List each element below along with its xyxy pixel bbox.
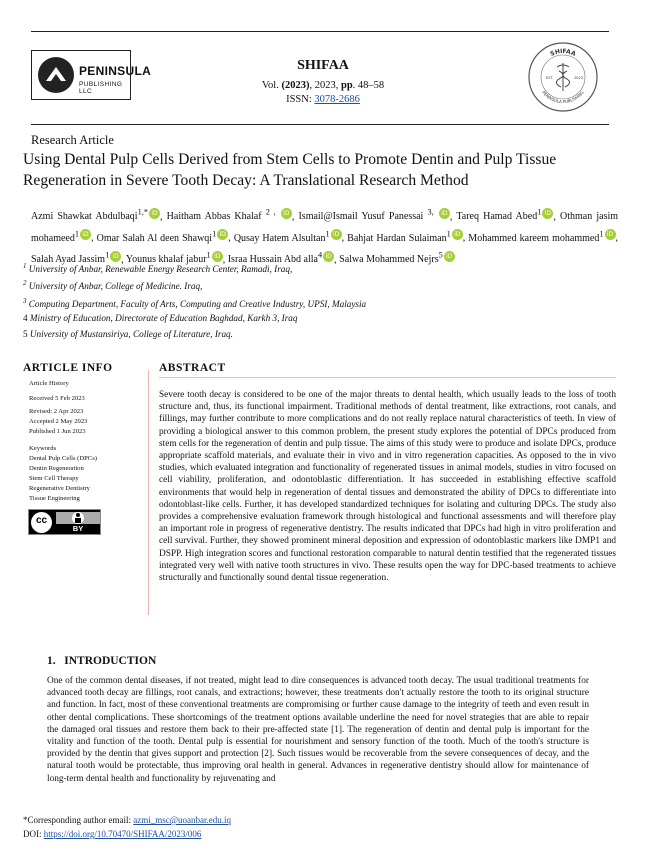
attribution-icon bbox=[56, 512, 100, 524]
by-label: BY bbox=[72, 524, 84, 533]
issn-label: ISSN: bbox=[286, 94, 315, 105]
keyword: Regenerative Dentistry bbox=[29, 485, 90, 492]
pages-range: . 48–58 bbox=[352, 80, 385, 91]
keyword: Dentin Regeneration bbox=[29, 465, 84, 472]
keyword: Dental Pulp Cells (DPCs) bbox=[29, 455, 97, 462]
doi-link[interactable]: https://doi.org/10.70470/SHIFAA/2023/006 bbox=[43, 829, 202, 839]
article-title-line1: Using Dental Pulp Cells Derived from Stem Cells to Promote Dentin and Pulp Tissue bbox=[23, 151, 557, 168]
keyword: Tissue Engineering bbox=[29, 495, 80, 502]
orcid-icon[interactable]: iD bbox=[331, 229, 342, 240]
seal-year: 2023 bbox=[574, 76, 583, 80]
article-info-divider bbox=[148, 370, 149, 615]
volume-prefix: Vol. bbox=[261, 80, 282, 91]
orcid-icon[interactable]: iD bbox=[110, 251, 121, 262]
cc-by-license-badge[interactable] bbox=[28, 509, 101, 535]
orcid-icon[interactable]: iD bbox=[439, 208, 450, 219]
history-label: Article History bbox=[29, 380, 69, 387]
orcid-icon[interactable]: iD bbox=[323, 251, 334, 262]
seal-est: EST. bbox=[546, 76, 554, 80]
orcid-icon[interactable]: iD bbox=[605, 229, 616, 240]
published-date: Published 1 Jun 2023 bbox=[29, 428, 86, 435]
article-history bbox=[29, 379, 144, 504]
cc-icon: cc bbox=[31, 512, 52, 533]
revised-date: Revised: 2 Apr 2023 bbox=[29, 408, 84, 415]
author: Younus khalaf jabur$^1$ iD bbox=[126, 254, 223, 265]
seal-top-text: SHIFAA bbox=[549, 47, 577, 58]
orcid-icon[interactable]: iD bbox=[212, 251, 223, 262]
pages-label: pp bbox=[340, 80, 353, 91]
affiliation: $^2$ University of Anbar, College of Medicine. Iraq, bbox=[23, 279, 203, 292]
abstract-rule bbox=[159, 377, 616, 378]
author-email-link[interactable]: azmi_msc@uoanbar.edu.iq bbox=[133, 815, 231, 825]
publisher-logo-subtitle: PUBLISHING LLC bbox=[79, 81, 123, 95]
orcid-icon[interactable]: iD bbox=[217, 229, 228, 240]
header-rule bbox=[31, 124, 609, 125]
article-info-heading: ARTICLE INFO bbox=[23, 362, 113, 374]
abstract-text: Severe tooth decay is considered to be one of the major threats to dental health, which usually leads to the loss of tooth structure and, thus, its functional impairment. Traditional methods of dental treatment, like extractions, root canals, and fillings, may further contribute to more complications and do not really replace natural characteristics of teeth. In view of providing a biological answer to this common problem, the present study explores the potential of DPCs produced from stem cells for the regeneration of dentin and pulp tissue. The aims of this study were to produce and isolate DPCs, produce appropriate scaffold materials, and evaluate their in vivo and in vitro regeneration capacities. As opposed to the in vivo studies, which evaluated integration and functionality of regenerated tissues in animal models, studies in vitro focused on cell viability, proliferation, and odontoblastic differentiation. It has succeeded in establishing effective scaffold environments that would help in regeneration of dental tissues and demonstrated the ability of DPCs to differentiate into odontoblast-like cells. Further, it has developed standardized techniques for isolating and culturing DPCs. The study also provides a comprehensive evaluation framework through histological and functional assessments and will therefore play an important role in progress of regenerative dentistry. The results indicated that DPCs had high in vitro proliferation and cell survival. Further, they showed prominent mineral deposition and expression of odontoblastic markers like DMP1 and DSPP. High integration scores and functional restoration comparable to natural dentin testified that the regenerated tissues integrated very well with native tooth structures in vivo. These results open the way for DPC-based treatments to achieve structurally and functionally sound dental tissue regeneration. bbox=[159, 390, 616, 584]
author: Bahjat Hardan Sulaiman$^1$ iD bbox=[347, 233, 463, 244]
publisher-logo-title: PENINSULA bbox=[79, 64, 152, 78]
journal-seal bbox=[527, 41, 599, 113]
orcid-icon[interactable]: iD bbox=[281, 208, 292, 219]
orcid-icon[interactable]: iD bbox=[80, 229, 91, 240]
author: Omar Salah Al deen Shawqi$^1$ iD bbox=[97, 233, 229, 244]
corresponding-author: *Corresponding author email: azmi_msc@uoanbar.edu.iq bbox=[23, 815, 231, 825]
doi-line: DOI: https://doi.org/10.70470/SHIFAA/2023/006 bbox=[23, 829, 202, 839]
introduction-heading: 1. INTRODUCTION bbox=[47, 655, 157, 667]
volume-mid: , 2023, bbox=[309, 80, 341, 91]
abstract-heading: ABSTRACT bbox=[159, 362, 226, 374]
author: Mohammed kareem mohammed$^1$ iD bbox=[468, 233, 615, 244]
affiliation: 4 Ministry of Education, Directorate of Education Baghdad, Karkh 3, Iraq bbox=[23, 313, 298, 323]
introduction-text: One of the common dental diseases, if not treated, might lead to dire consequences is advanced tooth decay. The usual traditional treatments for advanced tooth decay are fillings, root canals, and extractions; however, these treatments don't actually restore the tooth to its original structure and function. In fact, most of these conventional treatments are compromising or further cause damage to the integrity of teeth and even result in other dental complications. These shortcomings of the treatment options available underline the need for novel strategies that are able to repair the damaged oral tissues and restore them back to their pre-affected state [1]. The regeneration of dentin and dental pulp is important for the vitality and function of the tooth. Dental pulp is essential for nourishment and sensory function of the tooth. Much of the tooth's structure is provided by the dentin that gives support and protection [2]. Such tissues would be recoverable from the severe consequences of decay, and the natural tooth would be protectable, thus improving oral health in general. Advances in regenerative dentistry should allow for maintenance of long-term dental health and functionality by rejuvenating and bbox=[47, 676, 589, 784]
author-list: Azmi Shawkat Abdulbaqi$^{1,*}$ iD , Haitham Abbas Khalaf $^{2 ,}$ iD , Ismail@Ismail Yusuf Panessai $^{3,}$ iD , Tareq Hamad Abed$^1$ iD , Othman jasim mohameed$^1$ iD , Omar Salah Al deen Shawqi$^1$ iD , Qusay Hatem Alsultan$^1$ iD , Bahjat Hardan Sulaiman$^1$ iD , Mohammed kareem mohammed$^1$ iD , Salah Ayad Jassim$^1$ iD , Younus khalaf jabur$^1$ iD , Israa Hussain Abd alla$^4$ iD , Salwa Mohammed Nejrs$^5$ iD bbox=[31, 208, 619, 265]
author: Ismail@Ismail Yusuf Panessai $^{3,}$ iD bbox=[298, 211, 449, 222]
keyword: Stem Cell Therapy bbox=[29, 475, 79, 482]
article-title-line2: Regeneration in Severe Tooth Decay: A Translational Research Method bbox=[23, 172, 469, 189]
accepted-date: Accepted 2 May 2023 bbox=[29, 418, 88, 425]
affiliation: $^1$ University of Anbar, Renewable Energy Research Center, Ramadi, Iraq, bbox=[23, 262, 293, 275]
article-title bbox=[23, 149, 623, 191]
article-type: Research Article bbox=[31, 133, 114, 147]
issn-link[interactable]: 3078-2686 bbox=[314, 94, 360, 105]
received-date: Received 5 Feb 2023 bbox=[29, 395, 85, 402]
orcid-icon[interactable]: iD bbox=[452, 229, 463, 240]
author: Azmi Shawkat Abdulbaqi$^{1,*}$ iD bbox=[31, 211, 160, 222]
author: Salwa Mohammed Nejrs$^5$ iD bbox=[339, 254, 455, 265]
affiliation: $^3$ Computing Department, Faculty of Arts, Computing and Creative Industry, UPSI, Malaysia bbox=[23, 297, 367, 310]
orcid-icon[interactable]: iD bbox=[149, 208, 160, 219]
journal-name: SHIFAA bbox=[297, 58, 349, 73]
affiliation: 5 University of Mustansiriya, College of Literature, Iraq. bbox=[23, 329, 233, 339]
author: Othman jasim mohameed$^1$ iD bbox=[31, 211, 619, 244]
author: Qusay Hatem Alsultan$^1$ iD bbox=[234, 233, 342, 244]
orcid-icon[interactable]: iD bbox=[444, 251, 455, 262]
author: Tareq Hamad Abed$^1$ iD bbox=[456, 211, 553, 222]
keywords-label: Keywords bbox=[29, 445, 57, 452]
seal-bottom-text: PENINSULA PUBLISHING bbox=[541, 89, 585, 105]
top-rule bbox=[31, 31, 609, 32]
author: Salah Ayad Jassim$^1$ iD bbox=[31, 254, 121, 265]
orcid-icon[interactable]: iD bbox=[542, 208, 553, 219]
volume-year: (2023) bbox=[281, 80, 310, 91]
author: Haitham Abbas Khalaf $^{2 ,}$ iD bbox=[167, 211, 292, 222]
author: Israa Hussain Abd alla$^4$ iD bbox=[228, 254, 334, 265]
